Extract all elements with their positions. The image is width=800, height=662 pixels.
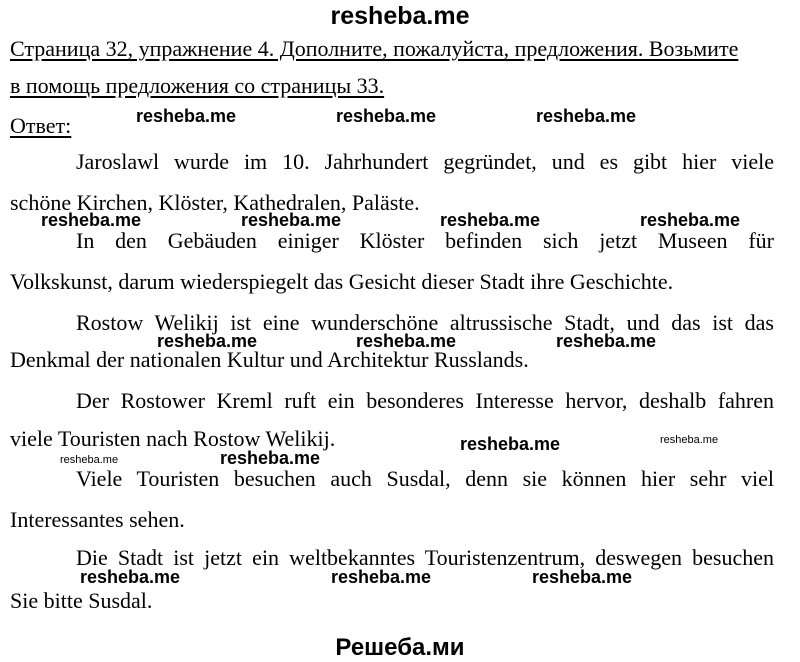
paragraph-6-line-2: Sie bitte Susdal. [10, 588, 153, 613]
watermark: resheba.me [640, 210, 741, 230]
watermark-small: resheba.me [660, 434, 719, 446]
watermark: resheba.me [440, 210, 541, 230]
paragraph-3-line-2: Denkmal der nationalen Kultur und Architektur Russlands. [10, 347, 529, 372]
watermark: resheba.me [556, 331, 657, 351]
paragraph-1-line-2: schöne Kirchen, Klöster, Kathedralen, Paläste. [10, 190, 420, 215]
paragraph-4-line-1: Der Rostower Kreml ruft ein besonderes Interesse hervor, deshalb fahren [76, 388, 774, 413]
task-line-2: в помощь предложения со страницы 33. [10, 73, 385, 98]
watermark: resheba.me [356, 331, 457, 351]
watermark: resheba.me [336, 106, 437, 126]
answer-label: Ответ: [10, 113, 72, 138]
watermark: resheba.me [41, 210, 142, 230]
site-footer: Решеба.ми [335, 634, 465, 661]
paragraph-4-line-2: viele Touristen nach Rostow Welikij. [10, 426, 336, 451]
watermark: resheba.me [331, 567, 432, 587]
task-line-1: Страница 32, упражнение 4. Дополните, пожалуйста, предложения. Возьмите [10, 36, 739, 61]
watermark: resheba.me [136, 106, 237, 126]
paragraph-5-line-2: Interessantes sehen. [10, 507, 185, 532]
paragraph-6-line-1: Die Stadt ist jetzt ein weltbekanntes Touristenzentrum, deswegen besuchen [76, 545, 774, 570]
watermark: resheba.me [536, 106, 637, 126]
paragraph-3-line-1: Rostow Welikij ist eine wunderschöne altrussische Stadt, und das ist das [76, 310, 774, 335]
paragraph-2-line-2: Volkskunst, darum wiederspiegelt das Gesicht dieser Stadt ihre Geschichte. [10, 269, 674, 294]
watermark: resheba.me [460, 434, 561, 454]
site-header: resheba.me [330, 2, 470, 30]
paragraph-2-line-1: In den Gebäuden einiger Klöster befinden sich jetzt Museen für [76, 228, 774, 253]
watermark: resheba.me [80, 567, 181, 587]
watermark: resheba.me [220, 448, 321, 468]
paragraph-5-line-1: Viele Touristen besuchen auch Susdal, denn sie können hier sehr viel [76, 466, 774, 491]
watermark: resheba.me [241, 210, 342, 230]
watermark: resheba.me [532, 567, 633, 587]
watermark: resheba.me [157, 331, 258, 351]
watermark-small: resheba.me [60, 454, 119, 466]
paragraph-1-line-1: Jaroslawl wurde im 10. Jahrhundert gegründet, und es gibt hier viele [76, 149, 774, 174]
